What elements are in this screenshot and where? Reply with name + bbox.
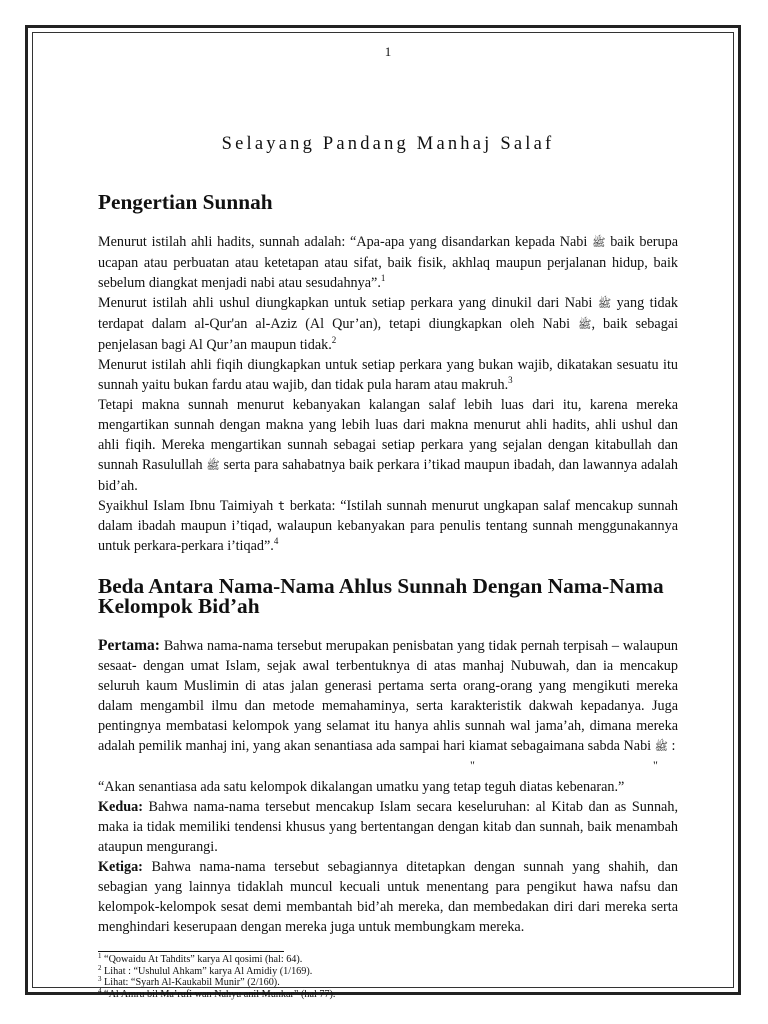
footnote-ref-4: 4: [273, 536, 279, 546]
salawat-glyph: ﷺ: [592, 237, 606, 249]
paragraph-ibnu-taimiyah: Syaikhul Islam Ibnu Taimiyah t berkata: “Istilah sunnah menurut ungkapan salaf mencakup sunnah dalam ibadah maupun i’tiqad, walaupun kebanyakan para penulis tentang sunnah menggunakannya untuk perkara-perkara i’tiqad”.$^4$: [98, 498, 679, 554]
point-label-kedua: Kedua:: [98, 799, 143, 815]
footnote-ref-1: 1: [380, 273, 386, 283]
section-heading-pengertian-sunnah: Pengertian Sunnah: [98, 190, 273, 214]
footnote-2: $^2$ Lihat : “Ushulul Ahkam” karya Al Amidiy (1/169).: [98, 963, 313, 977]
paragraph-ahli-ushul: Menurut istilah ahli ushul diungkapkan untuk setiap perkara yang dinukil dari Nabi ﷺ yang tidak terdapat dalam al-Qur'an al-Aziz (Al Qur’an), tetapi diungkapkan oleh Nabi ﷺ, baik sebagai penjelasan bagi Al Qur’an maupun tidak.$^2$: [98, 295, 679, 353]
document-title: Selayang Pandang Manhaj Salaf: [221, 134, 555, 154]
section-heading-beda-nama: Beda Antara Nama-Nama Ahlus Sunnah Dengan Nama-Nama Kelompok Bid’ah: [98, 574, 664, 618]
document-page: [98, 38, 678, 1000]
quote-close-mark: ": [653, 758, 658, 772]
footnote-separator: [98, 951, 284, 952]
paragraph-ahli-hadits: Menurut istilah ahli hadits, sunnah adalah: “Apa-apa yang disandarkan kepada Nabi ﷺ baik berupa ucapan atau perbuatan atau ketetapan atau sifat, baik fisik, akhlaq maupun perjalanan hidup, baik sebelum diangkat menjadi nabi atau sesudahnya”.$^1$: [98, 234, 679, 291]
paragraph-ketiga: Ketiga: Bahwa nama-nama tersebut sebagiannya ditetapkan dengan sunnah yang shahih, dan sebagian yang lainnya tidaklah muncul kecuali untuk menentang para pengikut hawa nafsu dan kelompok-kelompok sesat demi membantah bid’ah mereka, dan membedakan diri dari mereka serta menghindari keserupaan dengan mereka juga untuk membungkam mereka.: [98, 859, 678, 935]
paragraph-kalangan-salaf: Tetapi makna sunnah menurut kebanyakan kalangan salaf lebih luas dari itu, karena mereka mengartikan sunnah dengan makna yang lebih luas dari makna menurut ahli hadits, ahli ushul dan ahli fiqih. Mereka mengartikan sunnah sebagai setiap perkara yang sejalan dengan kitabullah dan sunnah Rasulullah ﷺ serta para sahabatnya baik perkara i’tikad maupun ibadah, dan lawannya adalah bid’ah.: [98, 397, 679, 494]
hadith-quote-marks: [98, 757, 678, 775]
paragraph-ahli-fiqih: Menurut istilah ahli fiqih diungkapkan untuk setiap perkara yang bukan wajib, dikatakan sesuatu itu sunnah yaitu bukan fardu atau wajib, dan tidak pula haram atau makruh.$^3$: [98, 357, 678, 393]
salawat-glyph: ﷺ: [578, 319, 592, 331]
footnote-ref-2: 2: [331, 335, 337, 345]
salawat-glyph: ﷺ: [654, 741, 668, 753]
footnote-ref-3: 3: [508, 375, 513, 385]
point-label-ketiga: Ketiga:: [98, 859, 143, 875]
salawat-glyph: ﷺ: [206, 460, 220, 472]
quote-open-mark: ": [470, 758, 475, 772]
footnote-4: $^4$ “Al Amru bil Ma’rufi wan Nahyu anil Munkar” (hal 77).: [98, 986, 336, 1000]
salawat-glyph: ﷺ: [597, 298, 612, 310]
page-number: 1: [384, 44, 392, 59]
honorific-mark: t: [277, 499, 286, 513]
paragraph-kedua: Kedua: Bahwa nama-nama tersebut mencakup Islam secara keseluruhan: al Kitab dan as Sunnah, maka ia tidak memiliki tendensi khusus yang bertentangan dengan kitab dan sunnah, baik menambah ataupun mengurangi.: [98, 799, 678, 855]
point-label-pertama: Pertama:: [98, 637, 160, 654]
hadith-translation: “Akan senantiasa ada satu kelompok dikalangan umatku yang tetap teguh diatas kebenaran.”: [98, 779, 625, 795]
footnote-1: $^1$ “Qowaidu At Tahdits” karya Al qosimi (hal: 64).: [98, 952, 303, 965]
footnote-3: $^3$ Lihat: “Syarh Al-Kaukabil Munir” (2/160).: [98, 975, 280, 988]
paragraph-pertama: Pertama: Bahwa nama-nama tersebut merupakan penisbatan yang tidak pernah terpisah – walaupun sesaat- dengan umat Islam, sejak awal terbentuknya di atas manhaj Nubuwah, dan ia mencakup seluruh kaum Muslimin di atas jalan generasi pertama serta orang-orang yang mengikuti mereka dalam mengambil ilmu dan metode memahaminya, serta karakteristik dakwah kepadanya. Juga pentingnya membatasi kelompok yang selamat itu hanya ahlis sunnah wal jama’ah, dimana mereka adalah pemilik manhaj ini, yang akan senantiasa ada sampai hari kiamat sebagaimana sabda Nabi ﷺ :: [98, 637, 679, 754]
